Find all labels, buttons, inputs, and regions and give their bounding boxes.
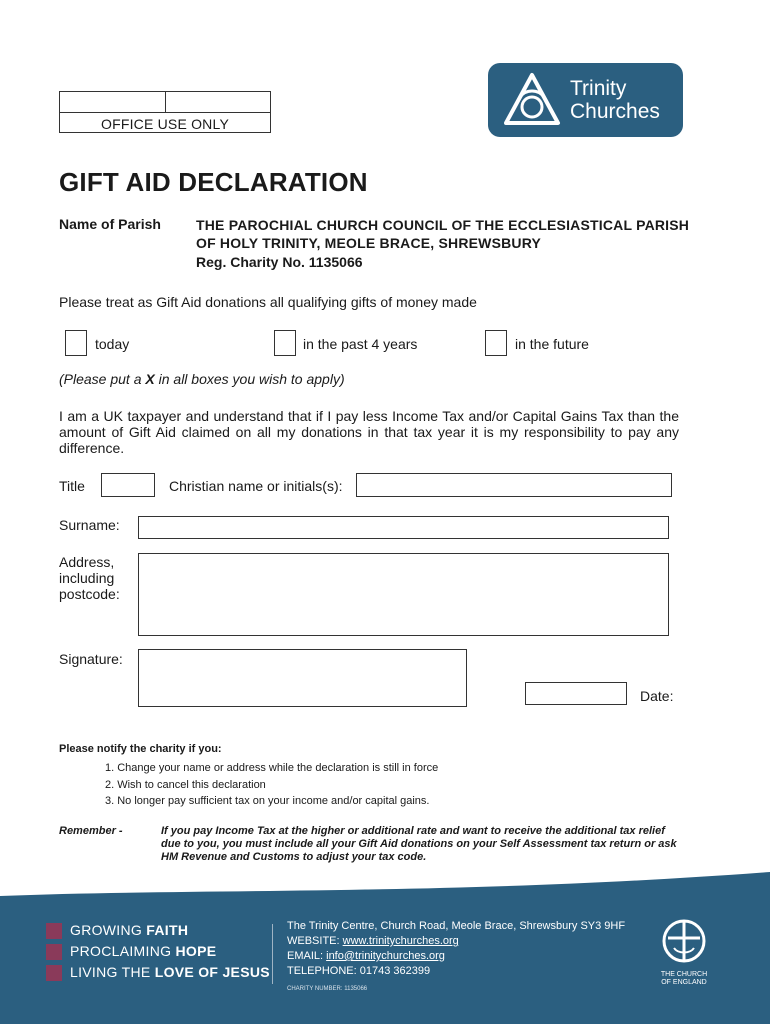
signature-field[interactable] bbox=[138, 649, 467, 707]
checkbox-instruction: (Please put a X in all boxes you wish to apply) bbox=[59, 371, 345, 387]
candle-icon bbox=[46, 944, 62, 960]
page-title: GIFT AID DECLARATION bbox=[59, 167, 368, 197]
cross-icon bbox=[46, 923, 62, 939]
surname-label: Surname: bbox=[59, 517, 120, 533]
checkbox-past-4-years[interactable] bbox=[274, 330, 296, 356]
notify-title: Please notify the charity if you: bbox=[59, 743, 222, 755]
office-use-label: OFFICE USE ONLY bbox=[101, 116, 229, 132]
website-link[interactable]: www.trinitychurches.org bbox=[342, 935, 459, 947]
logo-text-churches: Churches bbox=[570, 100, 660, 123]
remember-text: If you pay Income Tax at the higher or additional rate and want to receive the additional tax relief due to you, you must include all your Gift Aid donations on your Self Assessment tax return or ask HM Revenue and Customs to adjust your tax code. bbox=[161, 825, 677, 863]
list-item: 2. Wish to cancel this declaration bbox=[105, 778, 266, 791]
parish-label: Name of Parish bbox=[59, 216, 161, 232]
footer-divider bbox=[272, 924, 273, 984]
footer-address: The Trinity Centre, Church Road, Meole Brace, Shrewsbury SY3 9HF bbox=[287, 920, 626, 932]
heart-icon bbox=[46, 965, 62, 981]
footer-telephone: TELEPHONE: 01743 362399 bbox=[287, 965, 431, 977]
title-field[interactable] bbox=[101, 473, 155, 497]
footer-contact bbox=[287, 919, 625, 979]
remember-label: Remember - bbox=[59, 825, 123, 837]
church-of-england-logo bbox=[652, 918, 716, 987]
title-label: Title bbox=[59, 478, 85, 494]
slogan-proclaiming-hope: PROCLAIMING HOPE bbox=[46, 941, 270, 962]
checkbox-today-label: today bbox=[95, 336, 130, 352]
checkbox-future-label: in the future bbox=[515, 336, 589, 352]
coe-text: THE CHURCH OF ENGLAND bbox=[660, 971, 708, 986]
office-use-cell-2 bbox=[166, 92, 270, 113]
logo-text-trinity: Trinity bbox=[570, 77, 627, 100]
checkbox-past-4-years-label: in the past 4 years bbox=[303, 336, 418, 352]
date-field[interactable] bbox=[525, 682, 627, 705]
parish-name: THE PAROCHIAL CHURCH COUNCIL OF THE ECCLESIASTICAL PARISH OF HOLY TRINITY, MEOLE BRACE, SHREWSBURY bbox=[196, 217, 690, 251]
footer-charity-number: CHARITY NUMBER: 1135066 bbox=[287, 986, 368, 992]
address-field[interactable] bbox=[138, 553, 669, 636]
church-of-england-icon bbox=[656, 918, 712, 964]
christian-name-field[interactable] bbox=[356, 473, 672, 497]
footer-website: WEBSITE: www.trinitychurches.org bbox=[287, 935, 459, 947]
taxpayer-declaration: I am a UK taxpayer and understand that if I pay less Income Tax and/or Capital Gains Tax than the amount of Gift Aid claimed on all my donations in that tax year it is my responsibility to pay any difference. bbox=[59, 408, 679, 456]
surname-field[interactable] bbox=[138, 516, 669, 539]
list-item: 1. Change your name or address while the declaration is still in force bbox=[105, 762, 439, 774]
charity-reg-number: Reg. Charity No. 1135066 bbox=[196, 254, 363, 270]
trinity-churches-logo bbox=[488, 63, 683, 137]
slogan-growing-faith: GROWING FAITH bbox=[46, 920, 270, 941]
slogan-living-love: LIVING THE LOVE OF JESUS bbox=[46, 962, 270, 983]
footer-email: EMAIL: info@trinitychurches.org bbox=[287, 950, 445, 962]
signature-label: Signature: bbox=[59, 651, 123, 667]
list-item: 3. No longer pay sufficient tax on your income and/or capital gains. bbox=[105, 795, 430, 807]
christian-name-label: Christian name or initials(s): bbox=[169, 478, 343, 494]
trinity-logo-icon bbox=[500, 71, 564, 129]
notify-list bbox=[105, 760, 438, 810]
checkbox-today[interactable] bbox=[65, 330, 87, 356]
office-use-box bbox=[59, 91, 271, 133]
email-link[interactable]: info@trinitychurches.org bbox=[326, 950, 445, 962]
office-use-cell-1 bbox=[60, 92, 166, 113]
intro-text: Please treat as Gift Aid donations all qualifying gifts of money made bbox=[59, 294, 477, 310]
date-label: Date: bbox=[640, 688, 674, 704]
address-label: Address, including postcode: bbox=[59, 554, 120, 602]
footer-slogans bbox=[46, 920, 270, 983]
checkbox-future[interactable] bbox=[485, 330, 507, 356]
